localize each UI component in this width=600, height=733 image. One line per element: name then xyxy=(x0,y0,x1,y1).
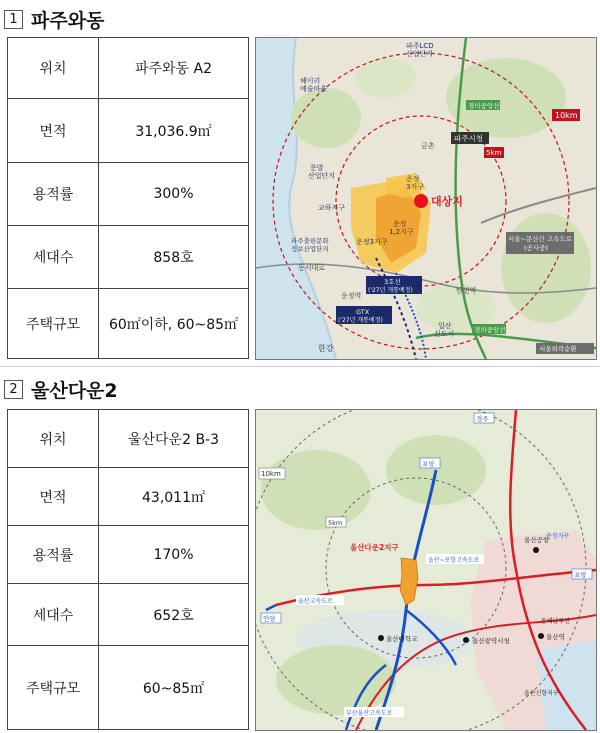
map2-5km-label: 5km xyxy=(328,519,343,527)
map1-unjeong-station: 운정역 xyxy=(341,292,362,300)
row-value: 652호 xyxy=(99,584,249,646)
map1-dongseodaero: 동서대로 xyxy=(298,264,326,272)
map1-10km-label: 10km xyxy=(555,111,578,120)
row-value: 60~85㎡ xyxy=(99,646,249,730)
row-value: 파주와동 A2 xyxy=(99,38,249,99)
map2-airport: 울산공항 xyxy=(524,536,550,544)
map2-songjeong: 송정지구 xyxy=(546,533,570,540)
map1-gyeongui-top: 경의중앙선 xyxy=(468,102,500,110)
row-label: 세대수 xyxy=(8,226,99,289)
map1-woonjeong12b: 1,2지구 xyxy=(389,228,414,236)
info-table-2 xyxy=(7,409,249,730)
map1-gyoha3: 운정3지구 xyxy=(356,238,388,246)
map2-10km-label: 10km xyxy=(261,470,281,478)
map1-expressway: 서울~문산간 고속도로 xyxy=(508,235,573,243)
map1-river: 한강 xyxy=(318,344,334,353)
map2-eonyang: 언양 xyxy=(263,615,276,623)
row-label: 용적률 xyxy=(8,526,99,584)
section-number-box: 1 xyxy=(4,10,23,29)
map1-city-hall: 파주시청 xyxy=(454,134,483,143)
section-number-box: 2 xyxy=(4,380,23,399)
row-label: 용적률 xyxy=(8,163,99,226)
section-1-title xyxy=(4,6,104,33)
row-label: 면적 xyxy=(8,468,99,526)
map2-pohang2: 포항 xyxy=(574,571,587,579)
map2-gyeongju: 경주 xyxy=(476,415,489,423)
map1-heyri2: 예술마을 xyxy=(300,85,328,93)
map1-munbal: 문발 xyxy=(310,164,324,172)
map1-expressway-sub: (공사중) xyxy=(524,244,548,252)
section-title-text: 파주와동 xyxy=(31,10,105,32)
row-label: 면적 xyxy=(8,99,99,163)
map1-munbal2: 산업단지 xyxy=(308,172,336,180)
row-value: 31,036.9㎡ xyxy=(99,99,249,163)
map1-line3b: ('27년 개통예정) xyxy=(368,287,413,294)
map2-donghae: 동해남부선 xyxy=(541,618,570,625)
map1-ilsan: 일산 xyxy=(438,322,452,330)
map1-woonjeong12: 운정 xyxy=(393,220,407,228)
row-label: 위치 xyxy=(8,410,99,468)
map1-gtx2: ('27년 개통예정) xyxy=(338,317,383,324)
row-label: 위치 xyxy=(8,38,99,99)
row-value: 60㎡이하, 60~85㎡ xyxy=(99,289,249,359)
map1-ilsan2: 신도시 xyxy=(434,330,455,338)
row-value: 300% xyxy=(99,163,249,226)
row-label: 주택규모 xyxy=(8,289,99,359)
map2-new-port: 울산신항지구 xyxy=(524,690,559,697)
map1-gyoha: 교하지구 xyxy=(318,204,346,212)
map2-station: 울산역 xyxy=(546,633,565,641)
location-map-2 xyxy=(255,409,597,731)
row-value: 858호 xyxy=(99,226,249,289)
map1-lcd: 파주LCD xyxy=(406,42,434,50)
map1-lcd2: 산업단지 xyxy=(406,50,434,58)
map1-line3: 3호선 xyxy=(384,278,401,286)
map1-seoul-oegwak: 서울외곽순환 xyxy=(539,345,577,353)
map1-woonjeong3b: 3지구 xyxy=(406,183,424,191)
map1-woonjeong3: 운정 xyxy=(406,175,420,183)
section-divider xyxy=(0,366,600,367)
map1-gtx: GTX xyxy=(356,308,370,316)
map1-gyeongui-bottom: 경의중앙선 xyxy=(474,326,506,334)
map1-heyri: 헤이리 xyxy=(300,77,321,85)
map2-busan-ulsan: 부산울산고속도로 xyxy=(346,710,393,717)
map2-city-hall: 울산광역시청 xyxy=(472,637,510,645)
map1-geumchon: 금촌 xyxy=(421,142,435,150)
map2-univ: 울산대학교 xyxy=(386,635,418,643)
section-2-title xyxy=(4,376,118,403)
map1-chuljeong2: 정보산업단지 xyxy=(291,245,329,253)
row-value: 울산다운2 B-3 xyxy=(99,410,249,468)
map1-site-label: 대상지 xyxy=(431,195,463,208)
map1-tanhyeon: 탄현역 xyxy=(456,287,477,295)
row-label: 주택규모 xyxy=(8,646,99,730)
location-map-1 xyxy=(255,37,597,360)
map2-pohang: 포항 xyxy=(422,460,435,468)
section-title-text: 울산다운2 xyxy=(31,380,118,402)
map1-chuljeong: 파주출판문화 xyxy=(291,237,329,245)
info-table-1 xyxy=(7,37,249,359)
row-value: 43,011㎡ xyxy=(99,468,249,526)
row-value: 170% xyxy=(99,526,249,584)
map2-ulsan-pohang: 울산~포항고속도로 xyxy=(428,557,480,564)
map1-5km-label: 5km xyxy=(486,149,502,157)
map2-ulsan-expressway: 울산고속도로 xyxy=(298,598,333,605)
row-label: 세대수 xyxy=(8,584,99,646)
map2-site-label: 울산다운2지구 xyxy=(350,543,399,552)
